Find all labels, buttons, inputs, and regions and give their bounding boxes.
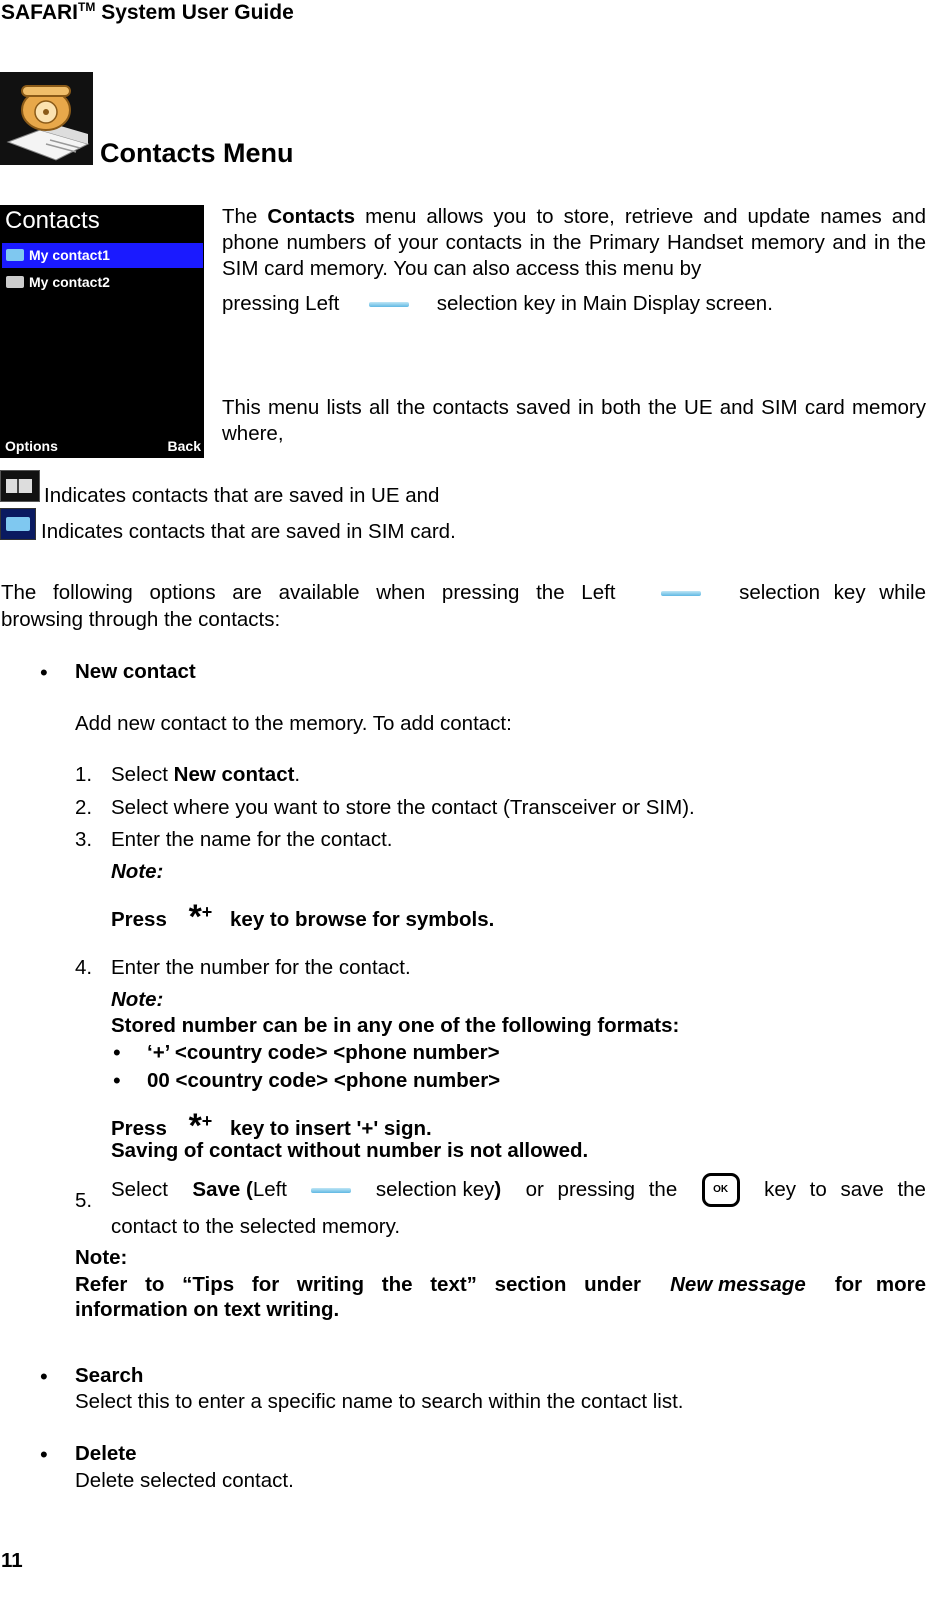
step-1: Select New contact. <box>111 763 301 786</box>
step-4-press: Press *+ key to insert '+' sign. <box>111 1107 432 1145</box>
sim-contact-icon <box>0 508 36 540</box>
search-heading: Search <box>75 1364 144 1387</box>
note-label: Note: <box>111 988 164 1011</box>
step-3-note: Press *+ key to browse for symbols. <box>111 898 495 936</box>
delete-desc: Delete selected contact. <box>75 1469 294 1492</box>
search-desc: Select this to enter a specific name to search within the contact list. <box>75 1390 684 1413</box>
note-2-cont: information on text writing. <box>75 1298 340 1321</box>
step-4-saving: Saving of contact without number is not allowed. <box>111 1139 589 1162</box>
options-intro-line: The following options are available when pressing the Left selection key while <box>1 581 926 604</box>
contact-list-item: My contact2 <box>2 270 203 295</box>
bullet: • <box>40 660 48 685</box>
legend-ue-text: Indicates contacts that are saved in UE and <box>44 484 440 507</box>
delete-heading: Delete <box>75 1442 137 1465</box>
intro-paragraph: The Contacts menu allows you to store, retrieve and update names and phone numbers of your contacts in the Primary Handset memory and in the SIM card memory. You can also access this menu by <box>222 205 926 280</box>
phone-book-icon <box>0 72 93 165</box>
left-selection-key-icon <box>661 591 701 596</box>
header-title: SAFARI <box>1 1 79 24</box>
star-key-icon: *+ <box>188 1107 213 1145</box>
step-2: Select where you want to store the contact (Transceiver or SIM). <box>111 796 695 819</box>
contacts-screen-image <box>0 205 204 458</box>
format-1: ‘+’ <country code> <phone number> <box>147 1041 500 1064</box>
contact-list-item: My contact1 <box>2 243 203 268</box>
bullet: • <box>113 1068 121 1093</box>
step-5-cont: contact to the selected memory. <box>111 1215 401 1238</box>
intro-paragraph-2: This menu lists all the contacts saved in both the UE and SIM card memory where, <box>222 396 926 445</box>
step-number: 5. <box>75 1189 93 1212</box>
format-2: 00 <country code> <phone number> <box>147 1069 501 1092</box>
legend-sim-text: Indicates contacts that are saved in SIM card. <box>41 520 456 543</box>
star-key-icon: *+ <box>188 898 213 936</box>
sim-contact-icon <box>6 249 24 261</box>
step-4: Enter the number for the contact. <box>111 956 411 979</box>
softkey-options: Options <box>5 438 58 454</box>
step-number: 2. <box>75 796 93 819</box>
step-number: 4. <box>75 956 93 979</box>
step-number: 1. <box>75 763 93 786</box>
section-title: Contacts Menu <box>100 138 294 168</box>
new-contact-desc: Add new contact to the memory. To add contact: <box>75 712 512 735</box>
formats-intro: Stored number can be in any one of the following formats: <box>111 1014 680 1037</box>
step-5: Select Save (Left selection key) or pressing the OK key to save the <box>111 1170 926 1210</box>
ok-key-icon: OK <box>702 1173 740 1207</box>
note-2: Refer to “Tips for writing the text” section under New message for more <box>75 1273 926 1296</box>
bullet: • <box>40 1442 48 1467</box>
page-number: 11 <box>1 1549 23 1572</box>
document-header <box>1 0 294 26</box>
note-label: Note: <box>111 860 164 883</box>
note-label: Note: <box>75 1246 128 1269</box>
header-subtitle: System User Guide <box>101 1 294 24</box>
step-number: 3. <box>75 828 93 851</box>
options-intro-line-2: browsing through the contacts: <box>1 608 281 631</box>
left-selection-key-icon <box>369 302 409 307</box>
ue-contact-icon <box>6 276 24 288</box>
screen-title: Contacts <box>5 207 100 234</box>
bullet: • <box>113 1040 121 1065</box>
bullet: • <box>40 1364 48 1389</box>
new-contact-heading: New contact <box>75 660 196 683</box>
step-3: Enter the name for the contact. <box>111 828 393 851</box>
intro-line-4: pressing Left selection key in Main Display screen. <box>222 292 773 315</box>
trademark: TM <box>78 0 96 14</box>
ue-contact-icon <box>0 470 40 502</box>
softkey-back: Back <box>167 438 201 454</box>
left-selection-key-icon <box>311 1188 351 1193</box>
